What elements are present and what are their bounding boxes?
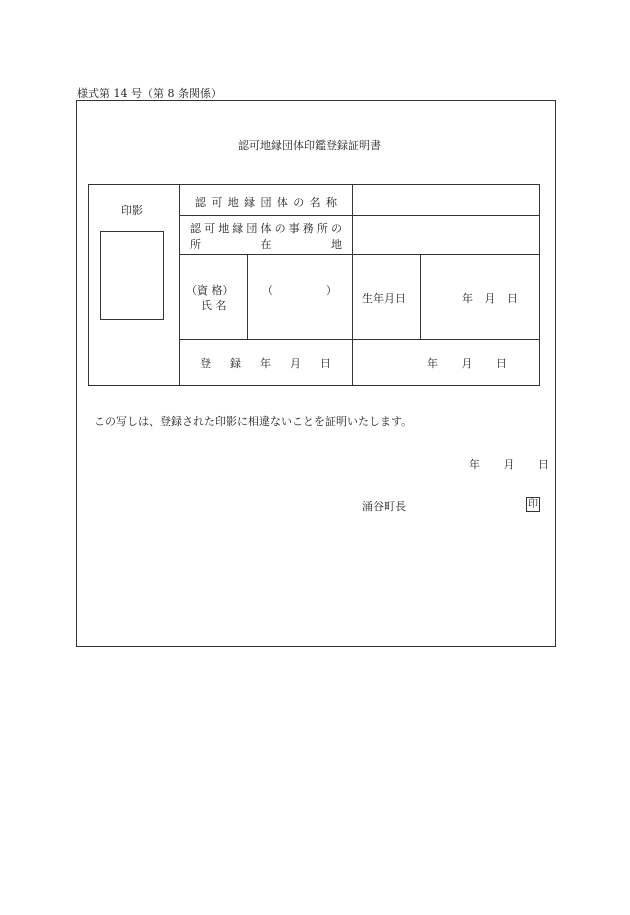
- table-divider: [179, 339, 540, 340]
- org-name-label: 認 可 地 縁 団 体 の 名 称: [195, 196, 337, 209]
- registration-date-value: 年 月 日: [427, 357, 507, 370]
- certification-text: この写しは、登録された印影に相違ないことを証明いたします。: [94, 415, 413, 428]
- name-label: 氏 名: [201, 299, 227, 312]
- seal-impression-box: [100, 231, 164, 320]
- table-divider: [179, 254, 540, 255]
- qualification-label: （資 格）: [186, 284, 234, 297]
- document-title: 認可地縁団体印鑑登録証明書: [238, 139, 381, 152]
- office-address-label-line2: 所 在 地: [190, 238, 342, 251]
- table-divider: [179, 215, 540, 216]
- birth-date-value: 年 月 日: [462, 292, 518, 305]
- table-divider: [247, 254, 248, 339]
- qualification-paren-open: （: [262, 284, 273, 297]
- table-divider: [420, 254, 421, 339]
- issuer-title: 涌谷町長: [362, 500, 406, 513]
- official-seal-mark: 印: [528, 499, 538, 510]
- seal-impression-label: 印影: [121, 204, 143, 217]
- birth-date-label: 生年月日: [362, 292, 406, 305]
- registration-date-label: 登 録 年 月 日: [200, 357, 331, 370]
- office-address-label-line1: 認 可 地 縁 団 体 の 事 務 所 の: [190, 222, 342, 235]
- form-number: 様式第 14 号（第 8 条関係）: [77, 87, 222, 100]
- issue-date: 年 月 日: [469, 458, 549, 471]
- qualification-paren-close: ）: [326, 284, 337, 297]
